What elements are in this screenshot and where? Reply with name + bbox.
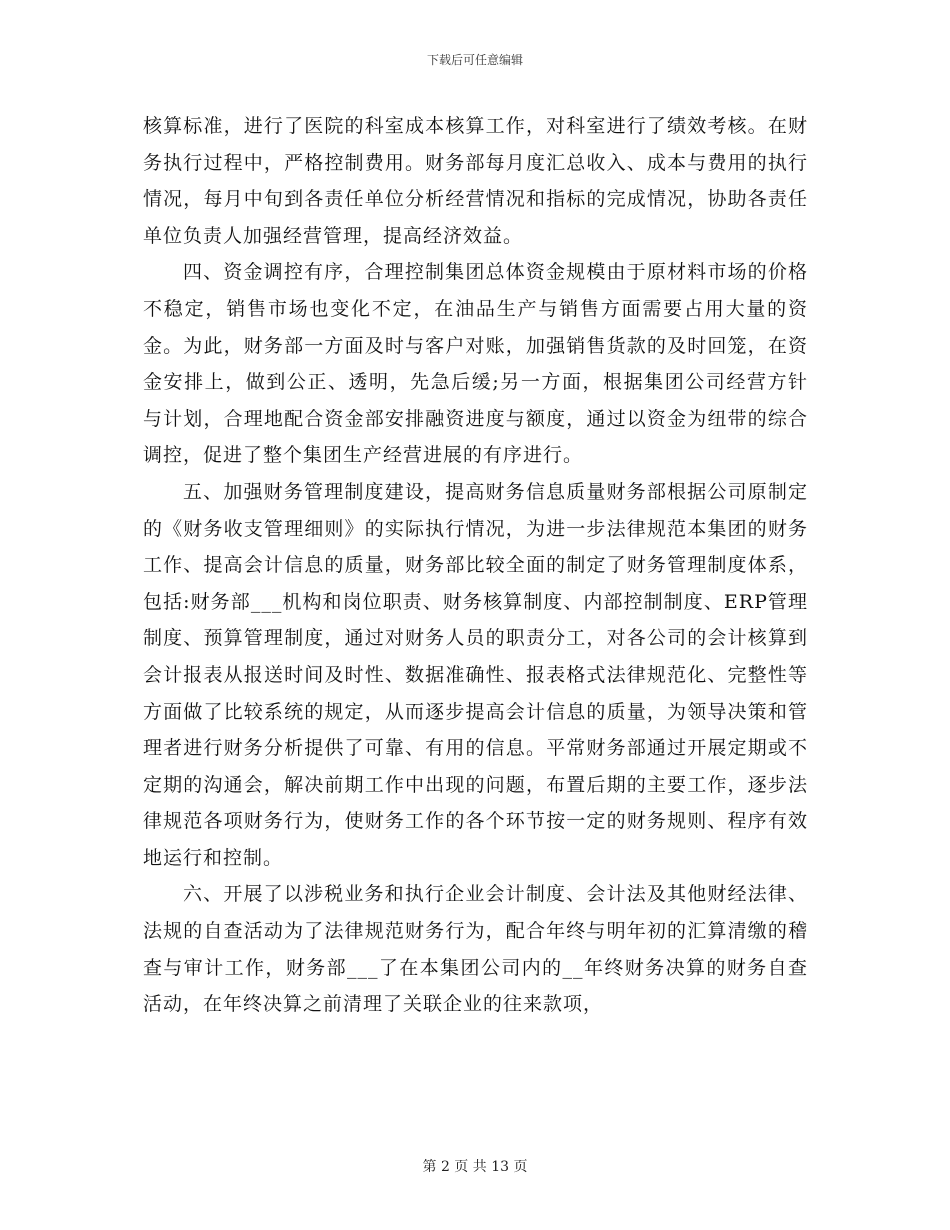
paragraph-continuation: 核算标准，进行了医院的科室成本核算工作，对科室进行了绩效考核。在财务执行过程中，严格控制费用。财务部每月度汇总收入、成本与费用的执行情况，每月中旬到各责任单位分析经营情况和指标的完成情况，协助各责任单位负责人加强经营管理，提高经济效益。 — [143, 115, 808, 247]
paragraph-section-6: 六、开展了以涉税业务和执行企业会计制度、会计法及其他财经法律、法规的自查活动为了法律规范财务行为，配合年终与明年初的汇算清缴的稽查与审计工作，财务部___了在本集团公司内的__年终财务决算的财务自查活动，在年终决算之前清理了关联企业的往来款项， — [143, 883, 808, 1016]
document-body — [143, 108, 808, 1023]
page-header-note: 下载后可任意编辑 — [426, 53, 523, 67]
page-number-footer: 第 2 页 共 13 页 — [422, 1159, 528, 1175]
paragraph-section-5: 五、加强财务管理制度建设，提高财务信息质量财务部根据公司原制定的《财务收支管理细则》的实际执行情况，为进一步法律规范本集团的财务工作、提高会计信息的质量，财务部比较全面的制定了财务管理制度体系，包括:财务部___机构和岗位职责、财务核算制度、内部控制制度、ERP管理制度、预算管理制度，通过对财务人员的职责分工，对各公司的会计核算到会计报表从报送时间及时性、数据准确性、报表格式法律规范化、完整性等方面做了比较系统的规定，从而逐步提高会计信息的质量，为领导决策和管理者进行财务分析提供了可靠、有用的信息。平常财务部通过开展定期或不定期的沟通会，解决前期工作中出现的问题，布置后期的主要工作，逐步法律规范各项财务行为，使财务工作的各个环节按一定的财务规则、程序有效地运行和控制。 — [143, 480, 808, 869]
paragraph-section-4: 四、资金调控有序，合理控制集团总体资金规模由于原材料市场的价格不稳定，销售市场也变化不定，在油品生产与销售方面需要占用大量的资金。为此，财务部一方面及时与客户对账，加强销售货款的及时回笼，在资金安排上，做到公正、透明，先急后缓;另一方面，根据集团公司经营方针与计划，合理地配合资金部安排融资进度与额度，通过以资金为纽带的综合调控，促进了整个集团生产经营进展的有序进行。 — [143, 261, 808, 467]
